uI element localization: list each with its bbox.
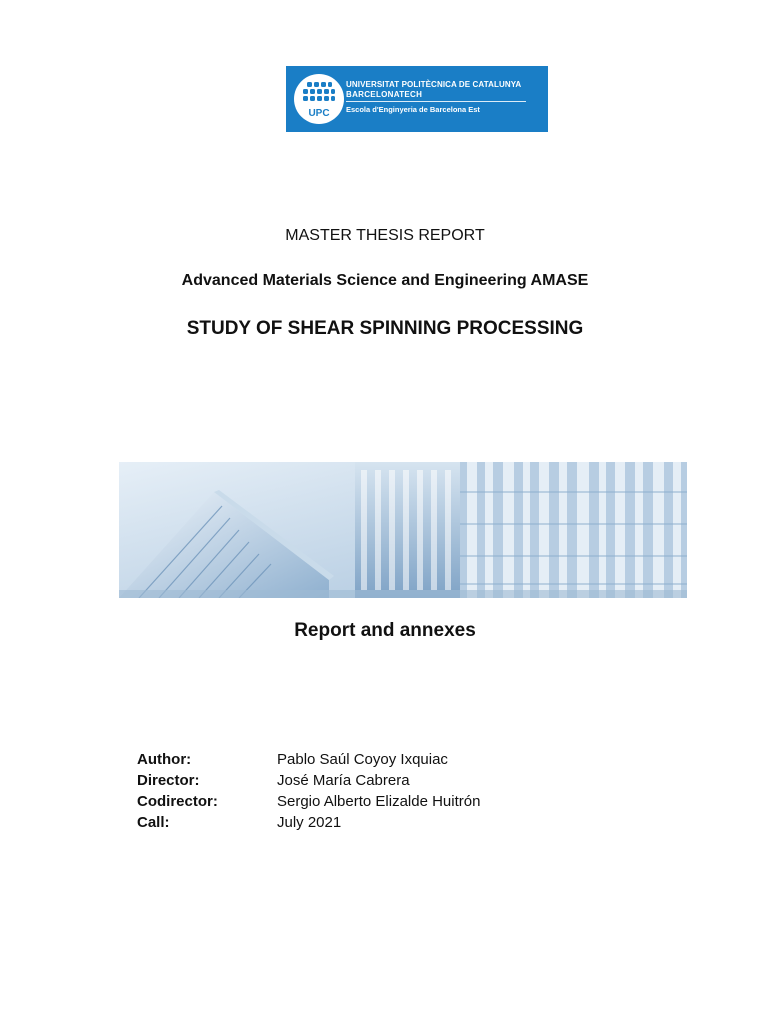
meta-label: Director:	[137, 772, 200, 789]
document-kind: MASTER THESIS REPORT	[285, 227, 485, 244]
meta-value: July 2021	[277, 814, 342, 831]
meta-label: Author:	[137, 751, 192, 768]
upc-emblem-icon	[293, 73, 345, 125]
meta-label: Codirector:	[137, 793, 218, 810]
meta-label: Call:	[137, 814, 170, 831]
meta-value: José María Cabrera	[277, 772, 410, 789]
program-name: Advanced Materials Science and Engineering AMASE	[181, 272, 589, 289]
logo-divider	[346, 101, 526, 102]
meta-value: Sergio Alberto Elizalde Huitrón	[277, 793, 481, 810]
university-name: UNIVERSITAT POLITÈCNICA DE CATALUNYA	[346, 80, 522, 89]
svg-text:UPC: UPC	[308, 108, 330, 119]
upc-logo	[286, 66, 548, 132]
thesis-title: STUDY OF SHEAR SPINNING PROCESSING	[186, 318, 584, 339]
document-subtitle: Report and annexes	[294, 620, 476, 641]
building-banner-image	[119, 462, 687, 598]
meta-value: Pablo Saúl Coyoy Ixquiac	[277, 751, 448, 768]
school-name: Escola d'Enginyeria de Barcelona Est	[346, 105, 480, 114]
university-tagline: BARCELONATECH	[346, 90, 423, 99]
